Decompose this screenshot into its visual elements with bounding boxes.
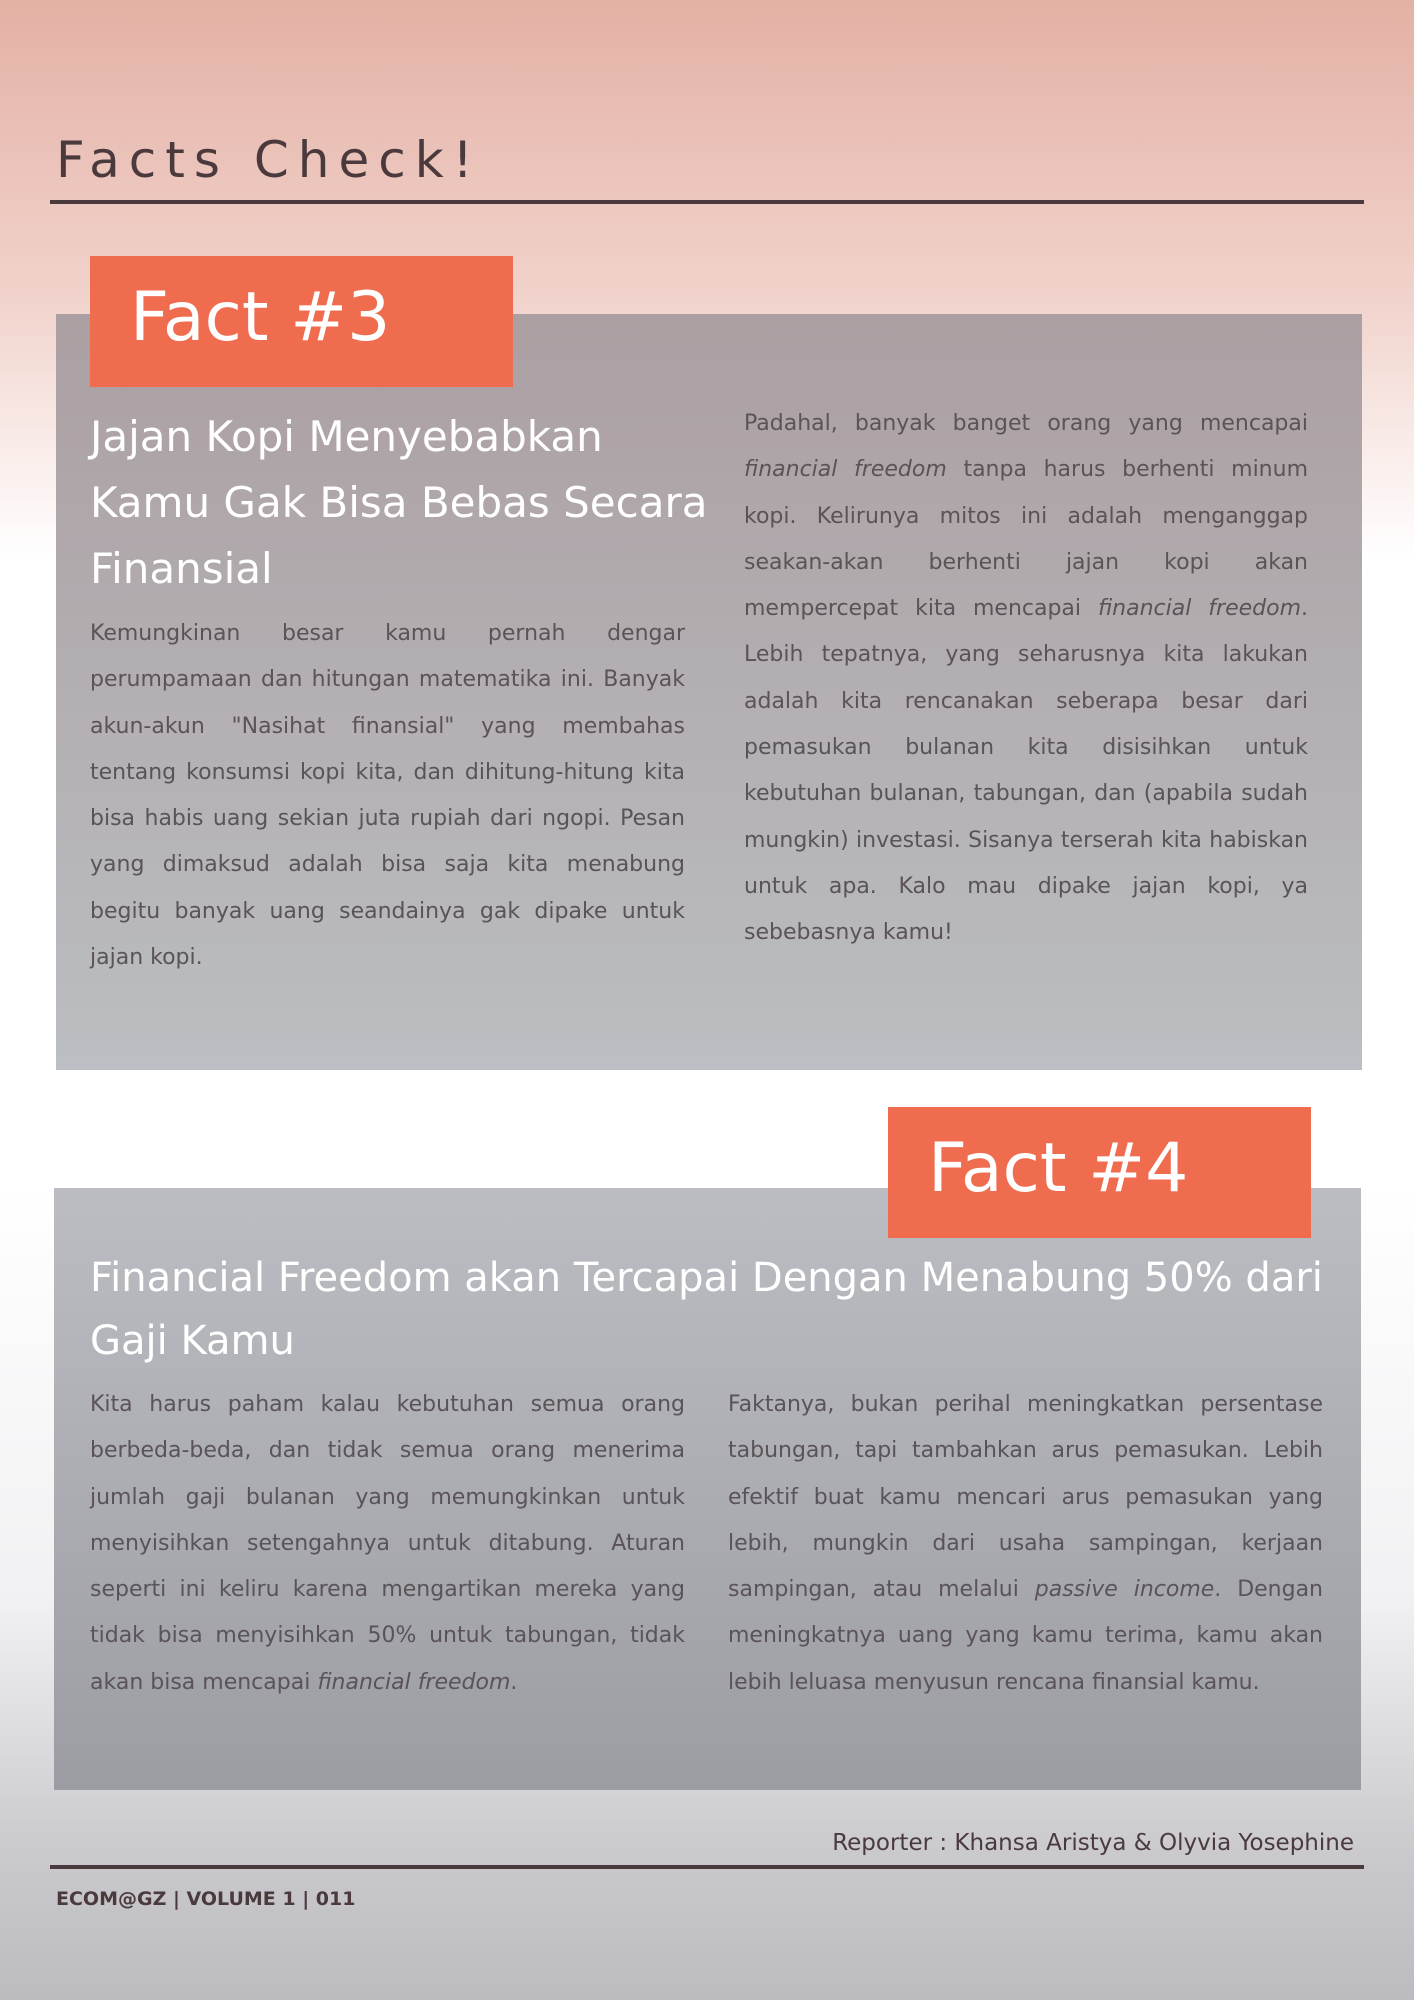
text-segment: tanpa harus berhenti minum kopi. Kelirunya mitos ini adalah menganggap seakan-akan berhenti jajan kopi akan mempercepat kita mencapai — [744, 457, 1309, 622]
text-segment: . Dengan meningkatnya uang yang kamu terima, kamu akan lebih leluasa menyusun rencana finansial kamu. — [728, 1577, 1324, 1695]
fact-3-tag-label: Fact #3 — [130, 278, 391, 357]
emphasis-text: financial freedom — [1097, 596, 1301, 622]
emphasis-text: financial freedom — [744, 457, 947, 483]
emphasis-text: financial freedom — [317, 1669, 511, 1695]
fact-3-right-paragraph — [744, 401, 1308, 957]
text-segment: Kita harus paham kalau kebutuhan semua orang berbeda-beda, dan tidak semua orang menerima jumlah gaji bulanan yang memungkinkan untuk menyisihkan setengahnya untuk ditabung. Aturan seperti ini keliru karena mengartikan mereka yang tidak bisa menyisihkan 50% untuk tabungan, tidak akan bisa mencapai — [90, 1392, 685, 1695]
fact-3-heading: Jajan Kopi Menyebabkan Kamu Gak Bisa Bebas Secara Finansial — [90, 412, 708, 593]
text-segment: Padahal, banyak banget orang yang mencapai — [744, 411, 1308, 436]
text-segment: . Lebih tepatnya, yang seharusnya kita lakukan adalah kita rencanakan seberapa besar dari pemasukan bulanan kita disisihkan untuk kebutuhan bulanan, tabungan, dan (apabila sudah mungkin) investasi. Sisanya terserah kita habiskan untuk apa. Kalo mau dipake jajan kopi, ya sebebasnya kamu! — [744, 596, 1308, 946]
fact-3-tag — [90, 256, 513, 387]
footer-issue-info: ECOM@GZ | VOLUME 1 | 011 — [56, 1888, 356, 1910]
text-segment: Faktanya, bukan perihal meningkatkan persentase tabungan, tapi tambahkan arus pemasukan. Lebih efektif buat kamu mencari arus pemasukan yang lebih, mungkin dari usaha sampingan, kerjaan sampingan, atau melalui — [728, 1392, 1323, 1603]
fact-4-tag-label: Fact #4 — [928, 1129, 1189, 1208]
fact-4-tag — [888, 1107, 1311, 1238]
header-divider — [50, 200, 1364, 204]
fact-4-left-paragraph — [90, 1382, 685, 1706]
footer-divider — [50, 1865, 1364, 1869]
reporter-credit: Reporter : Khansa Aristya & Olyvia Yosephine — [832, 1830, 1354, 1856]
emphasis-text: passive income — [1034, 1577, 1215, 1603]
page-title: Facts Check! — [56, 131, 482, 189]
fact-4-right-paragraph — [728, 1382, 1323, 1706]
text-segment: . — [510, 1669, 518, 1695]
fact-4-heading: Financial Freedom akan Tercapai Dengan Menabung 50% dari Gaji Kamu — [90, 1255, 1323, 1364]
fact-3-left-paragraph: Kemungkinan besar kamu pernah dengar perumpamaan dan hitungan matematika ini. Banyak akun-akun "Nasihat finansial" yang membahas tentang konsumsi kopi kita, dan dihitung-hitung kita bisa habis uang sekian juta rupiah dari ngopi. Pesan yang dimaksud adalah bisa saja kita menabung begitu banyak uang seandainya gak dipake untuk jajan kopi. — [90, 621, 685, 971]
